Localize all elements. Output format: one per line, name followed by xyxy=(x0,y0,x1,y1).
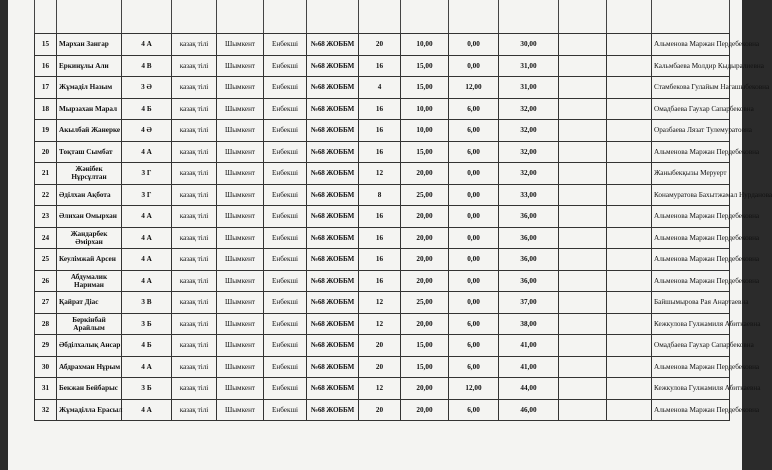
city-cell: Шымкент xyxy=(217,98,264,120)
school-cell: №68 ЖОББМ xyxy=(307,335,359,357)
score-c-cell: 6,00 xyxy=(449,399,499,421)
score-a-cell: 20 xyxy=(359,399,401,421)
table-row xyxy=(35,313,730,335)
school-cell: №68 ЖОББМ xyxy=(307,77,359,99)
score-b-cell: 20,00 xyxy=(401,399,449,421)
city-cell: Шымкент xyxy=(217,399,264,421)
language-cell: казақ тілі xyxy=(172,163,217,185)
table-row xyxy=(35,34,730,56)
class-cell: 4 А xyxy=(122,141,172,163)
table-row xyxy=(35,249,730,271)
score-a-cell: 12 xyxy=(359,313,401,335)
extra-cell-1 xyxy=(559,98,607,120)
extra-cell-1 xyxy=(559,55,607,77)
city-cell: Шымкент xyxy=(217,227,264,249)
district-cell: Енбекші xyxy=(264,34,307,56)
school-cell: №68 ЖОББМ xyxy=(307,163,359,185)
extra-cell-2 xyxy=(607,335,652,357)
score-c-cell: 6,00 xyxy=(449,141,499,163)
student-name: Абдумалик Нариман xyxy=(57,270,122,292)
score-a-cell: 12 xyxy=(359,378,401,400)
score-c-cell: 6,00 xyxy=(449,335,499,357)
score-c-cell: 6,00 xyxy=(449,120,499,142)
table-row xyxy=(35,55,730,77)
language-cell: казақ тілі xyxy=(172,227,217,249)
document-page xyxy=(8,0,772,470)
class-cell: 4 А xyxy=(122,249,172,271)
school-cell: №68 ЖОББМ xyxy=(307,184,359,206)
city-cell: Шымкент xyxy=(217,141,264,163)
row-number: 22 xyxy=(35,184,57,206)
language-cell: казақ тілі xyxy=(172,378,217,400)
district-cell: Енбекші xyxy=(264,249,307,271)
district-cell: Енбекші xyxy=(264,163,307,185)
row-number: 19 xyxy=(35,120,57,142)
score-c-cell: 6,00 xyxy=(449,98,499,120)
score-b-cell: 10,00 xyxy=(401,34,449,56)
row-number: 16 xyxy=(35,55,57,77)
language-cell: казақ тілі xyxy=(172,120,217,142)
class-cell: 3 Б xyxy=(122,313,172,335)
total-cell: 30,00 xyxy=(499,34,559,56)
extra-cell-2 xyxy=(607,55,652,77)
city-cell: Шымкент xyxy=(217,163,264,185)
class-cell: 4 В xyxy=(122,55,172,77)
district-cell: Енбекші xyxy=(264,77,307,99)
score-b-cell: 25,00 xyxy=(401,292,449,314)
total-cell: 44,00 xyxy=(499,378,559,400)
extra-cell-2 xyxy=(607,378,652,400)
language-cell: казақ тілі xyxy=(172,335,217,357)
teacher-cell: Альменова Маржан Пердебековна xyxy=(652,270,730,292)
city-cell: Шымкент xyxy=(217,120,264,142)
district-cell: Енбекші xyxy=(264,141,307,163)
extra-cell-2 xyxy=(607,399,652,421)
district-cell: Енбекші xyxy=(264,98,307,120)
extra-cell-1 xyxy=(559,356,607,378)
district-cell: Енбекші xyxy=(264,227,307,249)
row-number: 17 xyxy=(35,77,57,99)
total-cell: 32,00 xyxy=(499,163,559,185)
class-cell: 3 Г xyxy=(122,184,172,206)
language-cell: казақ тілі xyxy=(172,270,217,292)
school-cell: №68 ЖОББМ xyxy=(307,249,359,271)
student-name: Жәнібек Нұрсұлтан xyxy=(57,163,122,185)
extra-cell-2 xyxy=(607,184,652,206)
row-number: 27 xyxy=(35,292,57,314)
class-cell: 4 А xyxy=(122,399,172,421)
city-cell: Шымкент xyxy=(217,292,264,314)
table-row xyxy=(35,227,730,249)
extra-cell-2 xyxy=(607,270,652,292)
score-c-cell: 0,00 xyxy=(449,249,499,271)
city-cell: Шымкент xyxy=(217,34,264,56)
table-row xyxy=(35,292,730,314)
score-c-cell: 0,00 xyxy=(449,55,499,77)
class-cell: 3 В xyxy=(122,292,172,314)
table-row xyxy=(35,399,730,421)
total-cell: 36,00 xyxy=(499,249,559,271)
score-a-cell: 16 xyxy=(359,98,401,120)
district-cell: Енбекші xyxy=(264,313,307,335)
row-number: 21 xyxy=(35,163,57,185)
district-cell: Енбекші xyxy=(264,399,307,421)
score-b-cell: 15,00 xyxy=(401,55,449,77)
score-b-cell: 20,00 xyxy=(401,378,449,400)
row-number: 32 xyxy=(35,399,57,421)
school-cell: №68 ЖОББМ xyxy=(307,270,359,292)
score-c-cell: 0,00 xyxy=(449,206,499,228)
class-cell: 4 А xyxy=(122,227,172,249)
teacher-cell: Альменова Маржан Пердебековна xyxy=(652,34,730,56)
city-cell: Шымкент xyxy=(217,206,264,228)
score-a-cell: 20 xyxy=(359,34,401,56)
extra-cell-2 xyxy=(607,249,652,271)
school-cell: №68 ЖОББМ xyxy=(307,55,359,77)
score-a-cell: 16 xyxy=(359,55,401,77)
row-number: 26 xyxy=(35,270,57,292)
student-name: Мырзахан Марал xyxy=(57,98,122,120)
extra-cell-1 xyxy=(559,399,607,421)
score-a-cell: 20 xyxy=(359,356,401,378)
city-cell: Шымкент xyxy=(217,249,264,271)
row-number: 28 xyxy=(35,313,57,335)
school-cell: №68 ЖОББМ xyxy=(307,378,359,400)
student-name: Жұмаділ Назым xyxy=(57,77,122,99)
score-a-cell: 20 xyxy=(359,335,401,357)
city-cell: Шымкент xyxy=(217,184,264,206)
extra-cell-1 xyxy=(559,270,607,292)
language-cell: казақ тілі xyxy=(172,141,217,163)
extra-cell-1 xyxy=(559,141,607,163)
teacher-cell: Альменова Маржан Пердебековна xyxy=(652,356,730,378)
table-row xyxy=(35,77,730,99)
total-cell: 31,00 xyxy=(499,55,559,77)
row-number: 24 xyxy=(35,227,57,249)
student-name: Беркінбай Арайлым xyxy=(57,313,122,335)
class-cell: 4 Б xyxy=(122,335,172,357)
language-cell: казақ тілі xyxy=(172,249,217,271)
score-c-cell: 0,00 xyxy=(449,227,499,249)
row-number: 23 xyxy=(35,206,57,228)
city-cell: Шымкент xyxy=(217,270,264,292)
extra-cell-2 xyxy=(607,77,652,99)
school-cell: №68 ЖОББМ xyxy=(307,399,359,421)
school-cell: №68 ЖОББМ xyxy=(307,206,359,228)
extra-cell-2 xyxy=(607,120,652,142)
extra-cell-2 xyxy=(607,141,652,163)
score-b-cell: 20,00 xyxy=(401,227,449,249)
score-b-cell: 10,00 xyxy=(401,98,449,120)
score-a-cell: 16 xyxy=(359,227,401,249)
city-cell: Шымкент xyxy=(217,356,264,378)
total-cell: 36,00 xyxy=(499,227,559,249)
class-cell: 3 Б xyxy=(122,378,172,400)
row-number: 18 xyxy=(35,98,57,120)
teacher-cell: Байшымырова Рая Анартаевна xyxy=(652,292,730,314)
total-cell: 36,00 xyxy=(499,206,559,228)
student-name: Абдрахман Нұрым xyxy=(57,356,122,378)
extra-cell-1 xyxy=(559,184,607,206)
total-cell: 38,00 xyxy=(499,313,559,335)
extra-cell-2 xyxy=(607,206,652,228)
total-cell: 36,00 xyxy=(499,270,559,292)
school-cell: №68 ЖОББМ xyxy=(307,292,359,314)
teacher-cell: Стамбекова Гулайым Нагашыбековна xyxy=(652,77,730,99)
score-a-cell: 12 xyxy=(359,163,401,185)
table-top-continuation xyxy=(8,0,742,33)
score-c-cell: 12,00 xyxy=(449,378,499,400)
extra-cell-2 xyxy=(607,163,652,185)
table-row xyxy=(35,120,730,142)
extra-cell-1 xyxy=(559,120,607,142)
student-name: Әлихан Омырхан xyxy=(57,206,122,228)
score-c-cell: 0,00 xyxy=(449,184,499,206)
district-cell: Енбекші xyxy=(264,206,307,228)
district-cell: Енбекші xyxy=(264,335,307,357)
city-cell: Шымкент xyxy=(217,313,264,335)
extra-cell-1 xyxy=(559,249,607,271)
extra-cell-1 xyxy=(559,378,607,400)
class-cell: 4 А xyxy=(122,270,172,292)
score-b-cell: 20,00 xyxy=(401,270,449,292)
teacher-cell: Омадбаева Гаухар Сапарбековна xyxy=(652,98,730,120)
extra-cell-1 xyxy=(559,206,607,228)
extra-cell-1 xyxy=(559,163,607,185)
extra-cell-2 xyxy=(607,227,652,249)
city-cell: Шымкент xyxy=(217,55,264,77)
row-number: 29 xyxy=(35,335,57,357)
row-number: 20 xyxy=(35,141,57,163)
results-table xyxy=(34,33,772,421)
score-b-cell: 20,00 xyxy=(401,206,449,228)
class-cell: 4 А xyxy=(122,356,172,378)
extra-cell-2 xyxy=(607,356,652,378)
city-cell: Шымкент xyxy=(217,335,264,357)
score-b-cell: 20,00 xyxy=(401,163,449,185)
total-cell: 41,00 xyxy=(499,356,559,378)
score-a-cell: 12 xyxy=(359,292,401,314)
table-row xyxy=(35,270,730,292)
table-row xyxy=(35,378,730,400)
teacher-cell: Альменова Маржан Пердебековна xyxy=(652,227,730,249)
score-b-cell: 10,00 xyxy=(401,120,449,142)
language-cell: казақ тілі xyxy=(172,313,217,335)
score-c-cell: 0,00 xyxy=(449,163,499,185)
total-cell: 31,00 xyxy=(499,77,559,99)
teacher-cell: Кальмбаева Молдир Кыдыралиевна xyxy=(652,55,730,77)
teacher-cell: Омадбаева Гаухар Сапарбековна xyxy=(652,335,730,357)
teacher-cell: Оразбаева Лязат Тулемуратовна xyxy=(652,120,730,142)
score-a-cell: 16 xyxy=(359,141,401,163)
score-c-cell: 6,00 xyxy=(449,313,499,335)
school-cell: №68 ЖОББМ xyxy=(307,227,359,249)
score-c-cell: 0,00 xyxy=(449,270,499,292)
language-cell: казақ тілі xyxy=(172,184,217,206)
language-cell: казақ тілі xyxy=(172,356,217,378)
score-c-cell: 0,00 xyxy=(449,34,499,56)
school-cell: №68 ЖОББМ xyxy=(307,141,359,163)
student-name: Жандарбек Әмірхан xyxy=(57,227,122,249)
class-cell: 4 Ә xyxy=(122,120,172,142)
score-b-cell: 15,00 xyxy=(401,335,449,357)
score-b-cell: 25,00 xyxy=(401,184,449,206)
class-cell: 3 Г xyxy=(122,163,172,185)
total-cell: 41,00 xyxy=(499,335,559,357)
score-c-cell: 0,00 xyxy=(449,292,499,314)
score-a-cell: 16 xyxy=(359,206,401,228)
table-row xyxy=(35,141,730,163)
city-cell: Шымкент xyxy=(217,378,264,400)
score-b-cell: 15,00 xyxy=(401,77,449,99)
student-name: Мархан Зангар xyxy=(57,34,122,56)
total-cell: 32,00 xyxy=(499,120,559,142)
student-name: Тоқташ Сымбат xyxy=(57,141,122,163)
teacher-cell: Жаныбекқызы Меруерт xyxy=(652,163,730,185)
row-number: 30 xyxy=(35,356,57,378)
student-name: Әбділхалық Ансар xyxy=(57,335,122,357)
extra-cell-2 xyxy=(607,34,652,56)
extra-cell-1 xyxy=(559,34,607,56)
extra-cell-2 xyxy=(607,313,652,335)
score-a-cell: 4 xyxy=(359,77,401,99)
total-cell: 37,00 xyxy=(499,292,559,314)
language-cell: казақ тілі xyxy=(172,292,217,314)
school-cell: №68 ЖОББМ xyxy=(307,98,359,120)
teacher-cell: Конамуратова Бахытжамал Нурданова xyxy=(652,184,730,206)
total-cell: 33,00 xyxy=(499,184,559,206)
student-name: Еркинұлы Али xyxy=(57,55,122,77)
district-cell: Енбекші xyxy=(264,120,307,142)
score-b-cell: 20,00 xyxy=(401,313,449,335)
student-name: Әділхан Ақбота xyxy=(57,184,122,206)
score-a-cell: 8 xyxy=(359,184,401,206)
student-name: Акылбай Жанерке xyxy=(57,120,122,142)
language-cell: казақ тілі xyxy=(172,55,217,77)
score-b-cell: 15,00 xyxy=(401,141,449,163)
row-number: 25 xyxy=(35,249,57,271)
language-cell: казақ тілі xyxy=(172,206,217,228)
extra-cell-1 xyxy=(559,335,607,357)
table-row xyxy=(35,335,730,357)
class-cell: 4 А xyxy=(122,206,172,228)
table-row xyxy=(35,184,730,206)
class-cell: 4 А xyxy=(122,34,172,56)
table-row xyxy=(35,356,730,378)
score-b-cell: 15,00 xyxy=(401,356,449,378)
teacher-cell: Кежкулова Гулжамиля Абиткаевна xyxy=(652,378,730,400)
class-cell: 4 Б xyxy=(122,98,172,120)
total-cell: 32,00 xyxy=(499,98,559,120)
extra-cell-1 xyxy=(559,227,607,249)
score-a-cell: 16 xyxy=(359,270,401,292)
district-cell: Енбекші xyxy=(264,270,307,292)
teacher-cell: Альменова Маржан Пердебековна xyxy=(652,206,730,228)
language-cell: казақ тілі xyxy=(172,399,217,421)
school-cell: №68 ЖОББМ xyxy=(307,120,359,142)
student-name: Жұмаділла Ерасыл xyxy=(57,399,122,421)
district-cell: Енбекші xyxy=(264,356,307,378)
row-number: 15 xyxy=(35,34,57,56)
table-row xyxy=(35,163,730,185)
school-cell: №68 ЖОББМ xyxy=(307,34,359,56)
extra-cell-1 xyxy=(559,313,607,335)
table-body xyxy=(35,34,772,421)
table-row xyxy=(35,206,730,228)
extra-cell-2 xyxy=(607,98,652,120)
district-cell: Енбекші xyxy=(264,378,307,400)
score-a-cell: 16 xyxy=(359,120,401,142)
teacher-cell: Альменова Маржан Пердебековна xyxy=(652,249,730,271)
extra-cell-2 xyxy=(607,292,652,314)
student-name: Қайрат Діас xyxy=(57,292,122,314)
language-cell: казақ тілі xyxy=(172,98,217,120)
score-b-cell: 20,00 xyxy=(401,249,449,271)
language-cell: казақ тілі xyxy=(172,34,217,56)
teacher-cell: Альменова Маржан Пердебековна xyxy=(652,141,730,163)
class-cell: 3 Ә xyxy=(122,77,172,99)
student-name: Бекжан Бейбарыс xyxy=(57,378,122,400)
teacher-cell: Альменова Маржан Пердебековна xyxy=(652,399,730,421)
score-c-cell: 12,00 xyxy=(449,77,499,99)
total-cell: 32,00 xyxy=(499,141,559,163)
school-cell: №68 ЖОББМ xyxy=(307,356,359,378)
score-c-cell: 6,00 xyxy=(449,356,499,378)
district-cell: Енбекші xyxy=(264,55,307,77)
student-name: Кеулімжай Арсен xyxy=(57,249,122,271)
extra-cell-1 xyxy=(559,292,607,314)
table-row xyxy=(35,98,730,120)
school-cell: №68 ЖОББМ xyxy=(307,313,359,335)
extra-cell-1 xyxy=(559,77,607,99)
city-cell: Шымкент xyxy=(217,77,264,99)
district-cell: Енбекші xyxy=(264,292,307,314)
row-number: 31 xyxy=(35,378,57,400)
score-a-cell: 16 xyxy=(359,249,401,271)
total-cell: 46,00 xyxy=(499,399,559,421)
language-cell: казақ тілі xyxy=(172,77,217,99)
teacher-cell: Кежкулова Гулжамиля Абиткаевна xyxy=(652,313,730,335)
district-cell: Енбекші xyxy=(264,184,307,206)
